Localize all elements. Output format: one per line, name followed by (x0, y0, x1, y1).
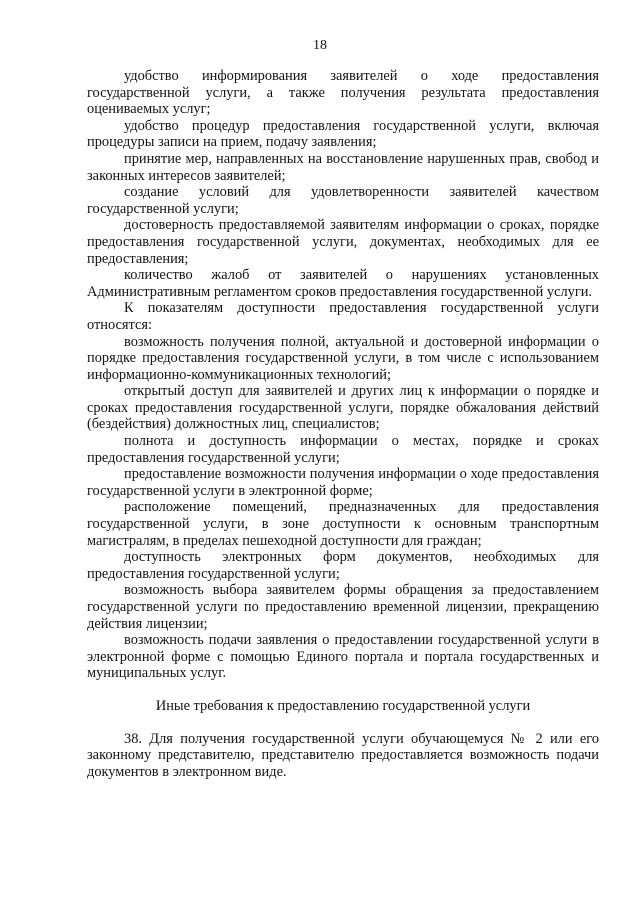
paragraph: достоверность предоставляемой заявителям информации о сроках, порядке предоставления государственной услуги, документах, необходимых для ее предоставления; (87, 217, 599, 267)
page-number: 18 (313, 38, 327, 53)
paragraph: удобство информирования заявителей о ходе предоставления государственной услуги, а также получения результата предоставления оцениваемых услуг; (87, 68, 599, 118)
paragraph: количество жалоб от заявителей о нарушениях установленных Административным регламентом сроков предоставления государственной услуги. (87, 267, 599, 300)
paragraph: полнота и доступность информации о местах, порядке и сроках предоставления государственной услуги; (87, 433, 599, 466)
document-body (87, 68, 599, 780)
paragraph: открытый доступ для заявителей и других лиц к информации о порядке и сроках предоставления государственной услуги, порядке обжалования действий (бездействия) должностных лиц, специалистов; (87, 383, 599, 433)
paragraph: возможность получения полной, актуальной и достоверной информации о порядке предоставления государственной услуги, в том числе с использованием информационно-коммуникационных технологий; (87, 333, 599, 383)
paragraph-38: 38. Для получения государственной услуги обучающемуся № 2 или его законному представителю, представителю предоставляется возможность подачи документов в электронном виде. (87, 730, 599, 780)
paragraph: возможность выбора заявителем формы обращения за предоставлением государственной услуги по предоставлению временной лицензии, прекращению действия лицензии; (87, 582, 599, 632)
paragraph: создание условий для удовлетворенности заявителей качеством государственной услуги; (87, 184, 599, 217)
paragraph: предоставление возможности получения информации о ходе предоставления государственной услуги в электронной форме; (87, 466, 599, 499)
paragraph: расположение помещений, предназначенных для предоставления государственной услуги, в зоне доступности к основным транспортным магистралям, в пределах пешеходной доступности для граждан; (87, 499, 599, 549)
paragraph: принятие мер, направленных на восстановление нарушенных прав, свобод и законных интересов заявителей; (87, 150, 599, 184)
paragraph: удобство процедур предоставления государственной услуги, включая процедуры записи на прием, подачу заявления; (87, 117, 599, 151)
section-heading: Иные требования к предоставлению государственной услуги (155, 697, 531, 714)
paragraph: доступность электронных форм документов, необходимых для предоставления государственной услуги; (87, 549, 599, 582)
paragraph: возможность подачи заявления о предоставлении государственной услуги в электронной форме с помощью Единого портала и портала государственных и муниципальных услуг. (87, 632, 599, 682)
paragraph: К показателям доступности предоставления государственной услуги относятся: (87, 300, 599, 333)
